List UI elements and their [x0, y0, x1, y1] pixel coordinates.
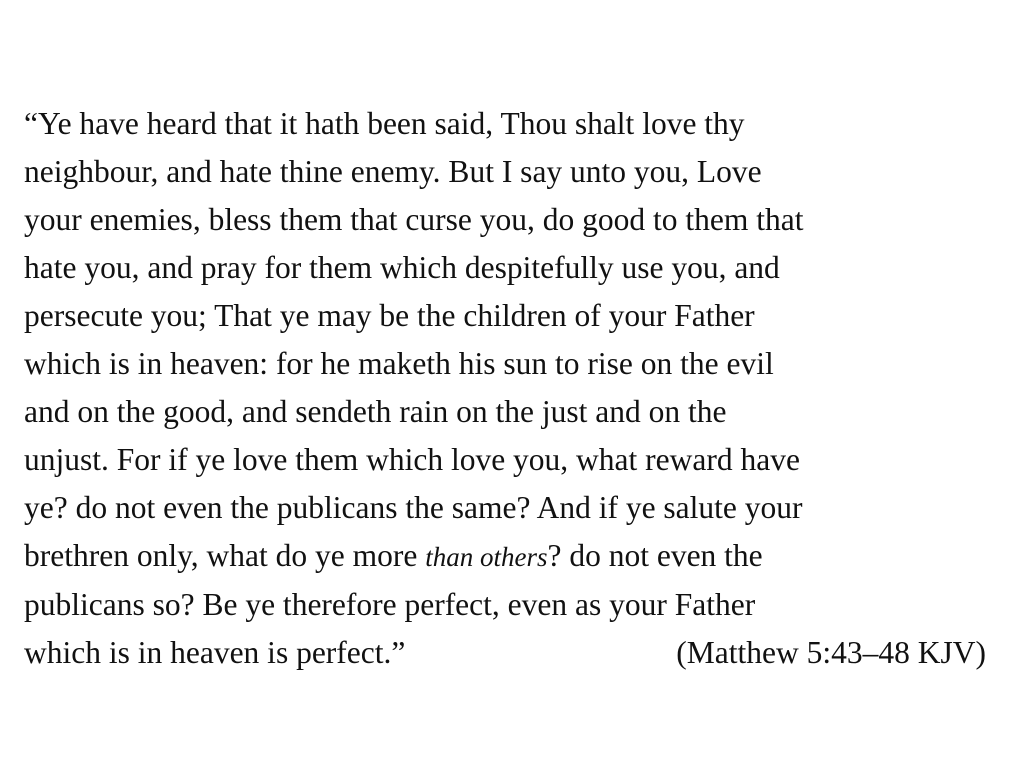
quote-line-10	[24, 532, 1014, 581]
quote-line-7: and on the good, and sendeth rain on the just and on the	[24, 394, 727, 429]
quote-closing-text: which is in heaven is perfect.”	[24, 635, 406, 670]
quote-line-5: persecute you; That ye may be the children of your Father	[24, 298, 755, 333]
quote-line-12	[24, 629, 986, 677]
quote-line-4: hate you, and pray for them which despitefully use you, and	[24, 250, 780, 285]
quote-line-11: publicans so? Be ye therefore perfect, even as your Father	[24, 587, 756, 622]
scripture-quote	[24, 100, 1014, 677]
quote-line-2: neighbour, and hate thine enemy. But I say unto you, Love	[24, 154, 762, 189]
quote-line-9: ye? do not even the publicans the same? And if ye salute your	[24, 490, 803, 525]
quote-line-10-end: ? do not even the	[547, 538, 763, 573]
quote-line-10-start: brethren only, what do ye more	[24, 538, 426, 573]
italic-phrase: than others	[425, 542, 548, 572]
quote-line-6: which is in heaven: for he maketh his sun to rise on the evil	[24, 346, 774, 381]
quote-line-8: unjust. For if ye love them which love you, what reward have	[24, 442, 800, 477]
quote-line-3: your enemies, bless them that curse you, do good to them that	[24, 202, 804, 237]
quote-line-1: “Ye have heard that it hath been said, Thou shalt love thy	[24, 106, 745, 141]
citation: (Matthew 5:43–48 KJV)	[676, 635, 986, 670]
